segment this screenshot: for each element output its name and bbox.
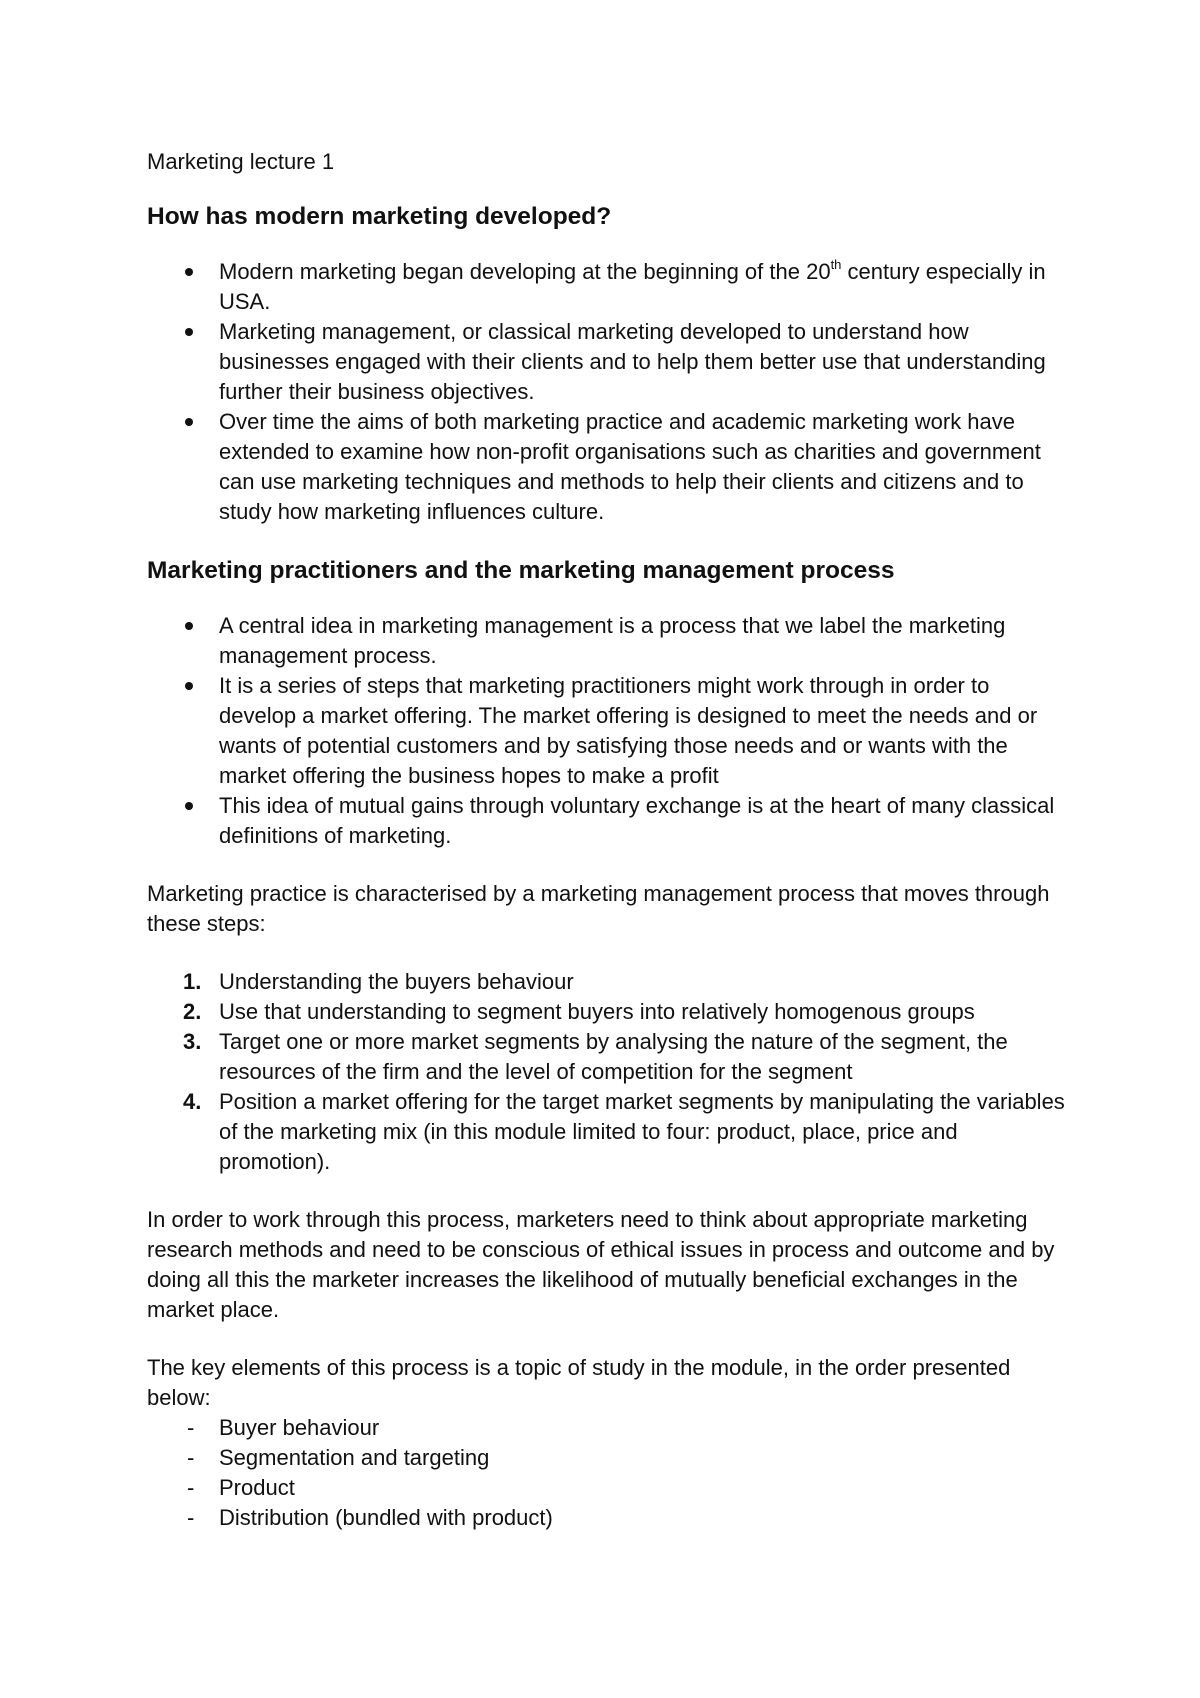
list-item xyxy=(147,997,1067,1027)
list-item-text: century especially in USA. xyxy=(219,259,1046,314)
list-item-text: Buyer behaviour xyxy=(219,1415,380,1440)
list-item-text: It is a series of steps that marketing practitioners might work through in order to develop a market offering. The market offering is designed to meet the needs and or wants of potential customers and by satisfying those needs and or wants with the market offering the business hopes to make a profit xyxy=(219,673,1038,788)
steps-intro-paragraph: Marketing practice is characterised by a marketing management process that moves through these steps: xyxy=(147,881,1050,936)
dash-marker: - xyxy=(187,1475,195,1500)
list-number: 2. xyxy=(183,999,202,1024)
list-item-text: A central idea in marketing management is a process that we label the marketing management process. xyxy=(219,613,1006,668)
list-item-text: This idea of mutual gains through voluntary exchange is at the heart of many classical definitions of marketing. xyxy=(219,793,1055,848)
list-item-text: Target one or more market segments by analysing the nature of the segment, the resources of the firm and the level of competition for the segment xyxy=(219,1029,1008,1084)
list-item xyxy=(147,671,1067,791)
list-item xyxy=(147,1087,1067,1177)
list-item-text: Over time the aims of both marketing practice and academic marketing work have extended to examine how non-profit organisations such as charities and government can use marketing techniques and methods to help their clients and citizens and to study how marketing influences culture. xyxy=(219,409,1041,524)
list-item xyxy=(147,1027,1067,1087)
list-item xyxy=(147,1503,1067,1533)
bullet-list-modern-marketing xyxy=(147,257,1067,527)
list-item xyxy=(147,1443,1067,1473)
list-item-text: Modern marketing began developing at the beginning of the 20 xyxy=(219,259,831,284)
list-item xyxy=(147,791,1067,851)
dash-marker: - xyxy=(187,1415,195,1440)
list-number: 4. xyxy=(183,1089,202,1114)
list-item-text: Position a market offering for the target market segments by manipulating the variables of the marketing mix (in this module limited to four: product, place, price and promotion). xyxy=(219,1089,1065,1174)
superscript: th xyxy=(830,256,842,272)
list-item xyxy=(147,967,1067,997)
list-item-text: Understanding the buyers behaviour xyxy=(219,969,574,994)
bullet-icon xyxy=(185,802,193,810)
list-item xyxy=(147,407,1067,527)
list-number: 1. xyxy=(183,969,202,994)
bullet-icon xyxy=(185,418,193,426)
numbered-steps-list xyxy=(147,967,1067,1177)
list-item-text: Marketing management, or classical marketing developed to understand how businesses engaged with their clients and to help them better use that understanding further their business objectives. xyxy=(219,319,1046,404)
process-paragraph: In order to work through this process, marketers need to think about appropriate marketing research methods and need to be conscious of ethical issues in process and outcome and by doing all this the marketer increases the likelihood of mutually beneficial exchanges in the market place. xyxy=(147,1207,1055,1322)
list-item-text: Segmentation and targeting xyxy=(219,1445,490,1470)
list-item xyxy=(147,1413,1067,1443)
bullet-icon xyxy=(185,328,193,336)
document-title: Marketing lecture 1 xyxy=(147,149,335,174)
document-body xyxy=(147,147,1067,1533)
list-item-text: Use that understanding to segment buyers into relatively homogenous groups xyxy=(219,999,975,1024)
bullet-icon xyxy=(185,682,193,690)
list-item-text: Distribution (bundled with product) xyxy=(219,1505,553,1530)
elements-intro-paragraph: The key elements of this process is a topic of study in the module, in the order presented below: xyxy=(147,1355,1011,1410)
list-item xyxy=(147,317,1067,407)
section-heading-modern-marketing: How has modern marketing developed? xyxy=(147,203,612,230)
list-item xyxy=(147,1473,1067,1503)
bullet-icon xyxy=(185,268,193,276)
list-number: 3. xyxy=(183,1029,202,1054)
list-item-text: Product xyxy=(219,1475,295,1500)
dash-elements-list xyxy=(147,1413,1067,1533)
bullet-icon xyxy=(185,622,193,630)
dash-marker: - xyxy=(187,1445,195,1470)
dash-marker: - xyxy=(187,1505,195,1530)
list-item xyxy=(147,257,1067,317)
section-heading-practitioners: Marketing practitioners and the marketing management process xyxy=(147,557,895,584)
list-item xyxy=(147,611,1067,671)
bullet-list-practitioners xyxy=(147,611,1067,851)
